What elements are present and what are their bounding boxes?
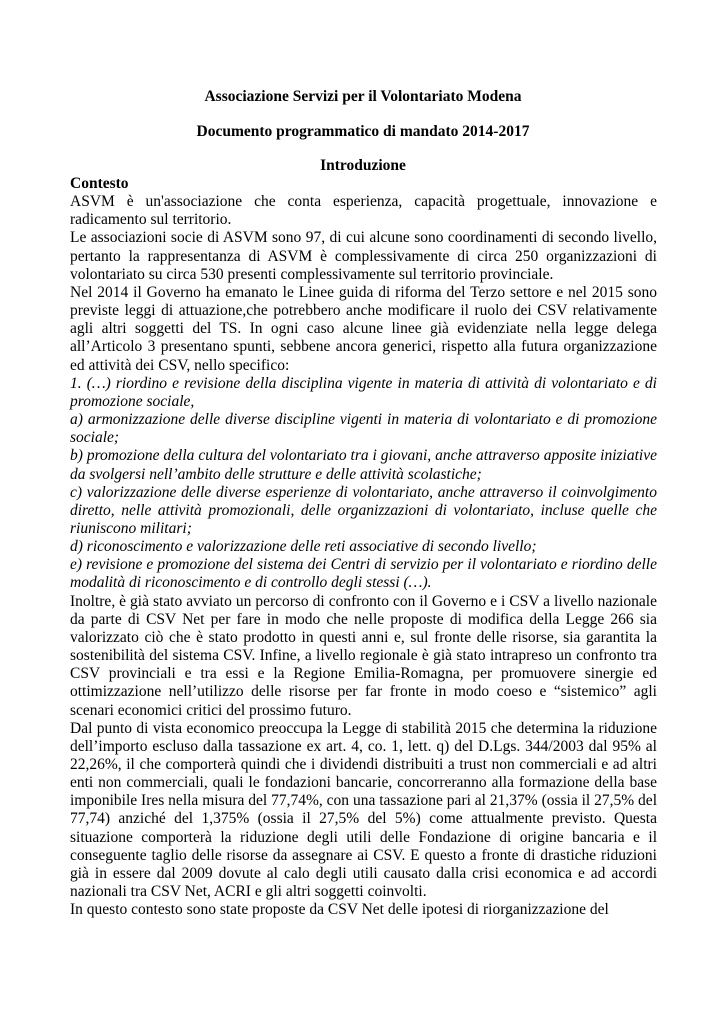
quoted-list-item: c) valorizzazione delle diverse esperienze di volontariato, anche attraverso il coinvolgimento diretto, nelle attività promozionali, delle organizzazioni di volontariato, incluse quelle che riuniscono militari;	[70, 483, 657, 537]
quoted-list-item: d) riconoscimento e valorizzazione delle reti associative di secondo livello;	[70, 538, 537, 556]
quoted-list-item: a) armonizzazione delle diverse discipline vigenti in materia di volontariato e di promozione sociale;	[70, 411, 657, 447]
quoted-list-item: b) promozione della cultura del volontariato tra i giovani, anche attraverso apposite iniziative da svolgersi nell’ambito delle strutture e delle attività scolastiche;	[70, 447, 657, 483]
subsection-heading: Contesto	[70, 175, 129, 192]
paragraph: ASVM è un'associazione che conta esperienza, capacità progettuale, innovazione e radicamento sul territorio.	[70, 193, 657, 229]
paragraph: Le associazioni socie di ASVM sono 97, di cui alcune sono coordinamenti di secondo livello, pertanto la rappresentanza di ASVM è complessivamente di circa 250 organizzazioni di volontariato su circa 530 presenti complessivamente sul territorio provinciale.	[70, 229, 657, 283]
quoted-list-item: e) revisione e promozione del sistema dei Centri di servizio per il volontariato e riordino delle modalità di riconoscimento e di controllo degli stessi (…).	[70, 556, 657, 592]
paragraph: In questo contesto sono state proposte da CSV Net delle ipotesi di riorganizzazione del	[70, 901, 609, 919]
paragraph: Dal punto di vista economico preoccupa la Legge di stabilità 2015 che determina la riduzione dell’importo escluso dalla tassazione ex art. 4, co. 1, lett. q) del D.Lgs. 344/2003 dal 95% al 22,26%, il che comporterà quindi che i dividendi distribuiti a trust non commerciali e ad altri enti non commerciali, quali le fondazioni bancarie, concorreranno alla formazione della base imponibile Ires nella misura del 77,74%, con una tassazione pari al 21,37% (ossia il 27,5% del 77,74) anziché del 1,375% (ossia il 27,5% del 5%) come attualmente previsto. Questa situazione comporterà la riduzione degli utili delle Fondazione di origine bancaria e il conseguente taglio delle risorse da assegnare ai CSV. E questo a fronte di drastiche riduzioni già in essere dal 2009 dovute al calo degli utili causato dalla crisi economica e ad accordi nazionali tra CSV Net, ACRI e gli altri soggetti coinvolti.	[70, 719, 657, 901]
document-body	[70, 175, 657, 919]
paragraph: Nel 2014 il Governo ha emanato le Linee guida di riforma del Terzo settore e nel 2015 sono previste leggi di attuazione,che potrebbero anche modificare il ruolo dei CSV relativamente agli altri soggetti del TS. In ogni caso alcune linee già evidenziate nella legge delega all’Articolo 3 presentano spunti, sebbene ancora generici, rispetto alla futura organizzazione ed attività dei CSV, nello specifico:	[70, 283, 657, 374]
section-heading: Introduzione	[320, 157, 406, 174]
document-title: Associazione Servizi per il Volontariato Modena	[204, 88, 522, 105]
paragraph: Inoltre, è già stato avviato un percorso di confronto con il Governo e i CSV a livello nazionale da parte di CSV Net per fare in modo che nelle proposte di modifica della Legge 266 sia valorizzato ciò che è stato prodotto in questi anni e, sul fronte delle risorse, sia garantita la sostenibilità del sistema CSV. Infine, a livello regionale è già stato intrapreso un confronto tra CSV provinciali e tra essi e la Regione Emilia-Romagna, per promuovere sinergie ed ottimizzazione nell’utilizzo delle risorse per far fronte in modo coeso e “sistemico” agli scenari economici critici del prossimo futuro.	[70, 592, 657, 719]
quoted-list-item: 1. (…) riordino e revisione della disciplina vigente in materia di attività di volontariato e di promozione sociale,	[70, 374, 657, 410]
document-subtitle: Documento programmatico di mandato 2014-2017	[196, 123, 530, 140]
